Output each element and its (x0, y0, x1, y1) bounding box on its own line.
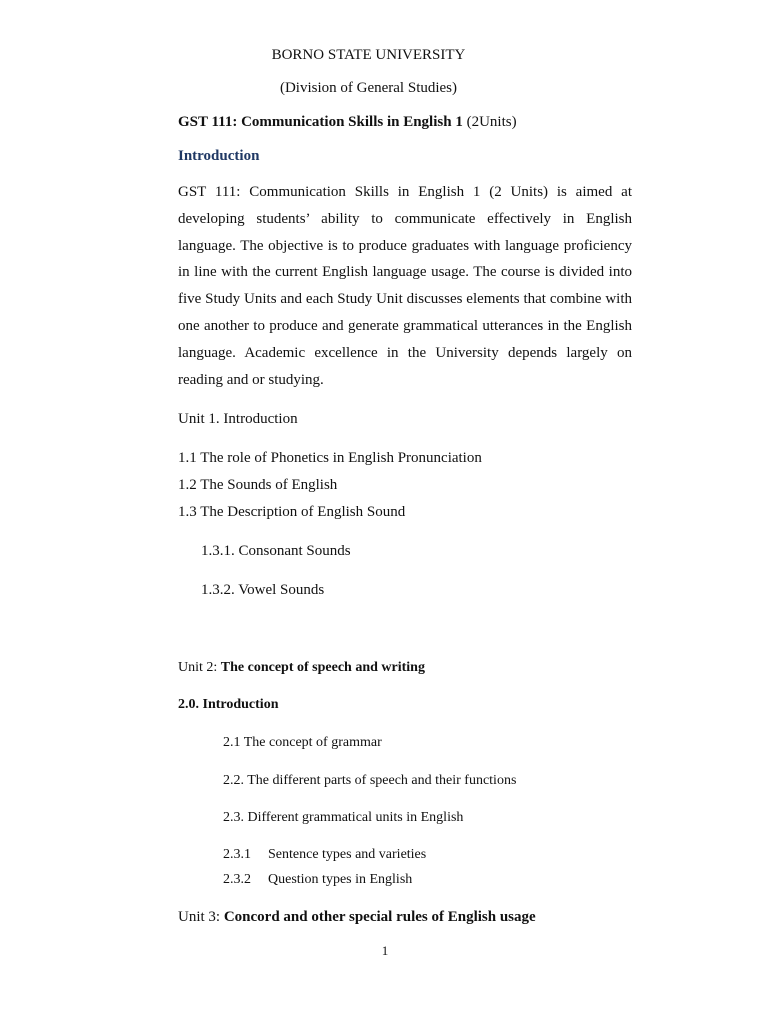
unit2-subitem-text: Sentence types and varieties (268, 847, 427, 862)
unit1-item: 1.3 The Description of English Sound (178, 504, 406, 520)
division-name: (Division of General Studies) (279, 80, 458, 96)
unit1-item: 1.1 The role of Phonetics in English Pronunciation (178, 450, 482, 466)
unit2-item: 2.3. Different grammatical units in English (223, 810, 464, 825)
unit1-subitem: 1.3.2. Vowel Sounds (201, 582, 325, 598)
unit3-title: Concord and other special rules of English usage (223, 909, 536, 925)
course-title (178, 113, 517, 131)
unit3-label: Unit 3: (178, 909, 224, 925)
unit2-item: 2.2. The different parts of speech and their functions (223, 773, 517, 788)
unit1-title: Unit 1. Introduction (178, 411, 298, 427)
unit2-label: Unit 2: (178, 660, 221, 675)
introduction-paragraph: GST 111: Communication Skills in English 1 (2 Units) is aimed at developing students’ ability to communicate effectively in English language. The objective is to produce graduates with language proficiency in line with the current English language usage. The course is divided into five Study Units and each Study Unit discusses elements that combine with one another to produce and generate grammatical utterances in the English language. Academic excellence in the University depends largely on reading and or studying. (178, 184, 632, 388)
unit2-subitem-number: 2.3.1 (223, 847, 251, 862)
unit2-title: The concept of speech and writing (220, 660, 425, 675)
unit2-intro: 2.0. Introduction (178, 697, 279, 712)
course-units: (2Units) (462, 114, 517, 130)
course-title-bold: GST 111: Communication Skills in English 1 (178, 114, 463, 130)
university-name: BORNO STATE UNIVERSITY (271, 47, 466, 63)
unit2-item: 2.1 The concept of grammar (223, 735, 382, 750)
unit2-subitem-text: Question types in English (268, 872, 413, 887)
page-number: 1 (381, 943, 389, 958)
unit2-heading (178, 659, 425, 676)
unit2-subitem (223, 871, 412, 888)
unit1-item: 1.2 The Sounds of English (178, 477, 338, 493)
unit2-subitem-number: 2.3.2 (223, 872, 251, 887)
introduction-heading: Introduction (178, 148, 260, 164)
unit1-subitem: 1.3.1. Consonant Sounds (201, 543, 351, 559)
unit3-heading (178, 908, 536, 926)
unit2-subitem (223, 846, 426, 863)
